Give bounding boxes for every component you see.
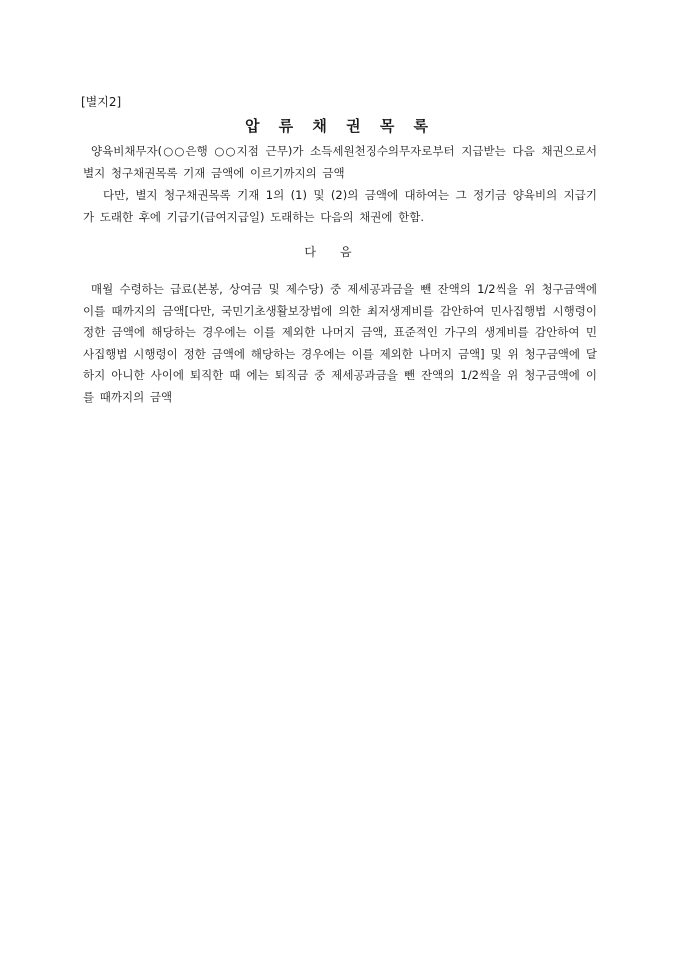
body-paragraph: 매월 수령하는 급료(본봉, 상여금 및 제수당) 중 제세공과금을 뺀 잔액의 1/2씩을 위 청구금액에 이를 때까지의 금액[다만, 국민기초생활보장법에 의한 최저생계비를 감안하여 민사집행법 시행령이 정한 금액에 해당하는 경우에는 이를 제외한 나머지 금액, 표준적인 가구의 생계비를 감안하여 민사집행법 시행령이 정한 금액에 해당하는 경우에는 이를 제외한 나머지 금액] 및 위 청구금액에 달하지 아니한 사이에 퇴직한 때 에는 퇴직금 중 제세공과금을 뺀 잔액의 1/2씩을 위 청구금액에 이를 때까지의 금액 <box>83 282 597 404</box>
section-heading: 다음 <box>304 245 376 259</box>
proviso-paragraph: 다만, 별지 청구채권목록 기재 1의 (1) 및 (2)의 금액에 대하여는 그 정기금 양육비의 지급기가 도래한 후에 기급기(급여지급일) 도래하는 다음의 채권에 한함. <box>83 188 597 224</box>
document-title: 압 류 채 권 목 록 <box>244 117 436 135</box>
attachment-label: [별지2] <box>81 95 122 109</box>
intro-paragraph: 양육비채무자(○○은행 ○○지점 근무)가 소득세원천징수의무자로부터 지급받는 다음 채권으로서 별지 청구채권목록 기재 금액에 이르기까지의 금액 <box>83 144 597 180</box>
